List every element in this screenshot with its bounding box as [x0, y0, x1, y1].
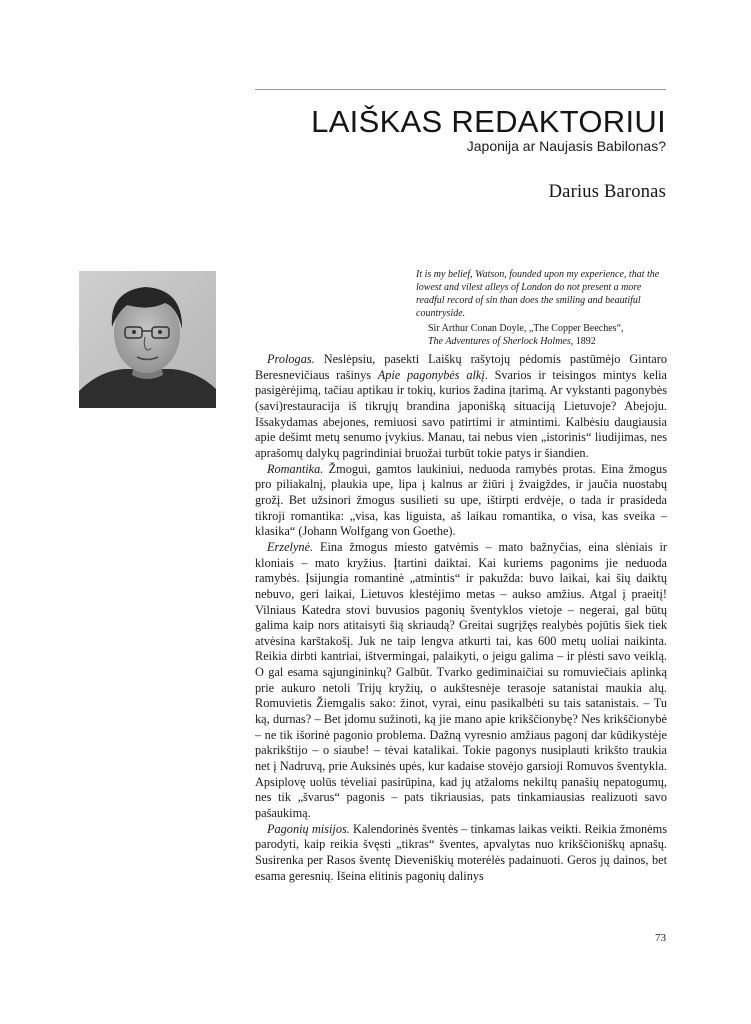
- epigraph-source: [428, 322, 668, 348]
- author-portrait-photo: [79, 271, 216, 408]
- header-rule: [255, 89, 666, 90]
- article-body: [255, 352, 667, 884]
- paragraph-lead: Pagonių misijos.: [267, 821, 350, 836]
- paragraph-lead: Erzelynė.: [267, 539, 314, 554]
- paragraph-erzelyne: [255, 540, 667, 822]
- author-name: Darius Baronas: [548, 182, 666, 202]
- cited-title: Apie pagonybės alkį: [377, 367, 485, 382]
- article-title: LAIŠKAS REDAKTORIUI: [311, 104, 666, 139]
- epigraph-source-year: , 1892: [570, 336, 596, 347]
- paragraph-text: Kalendorinės šventės – tinkamas laikas veikti. Reikia žmonėms parodyti, kaip reikia švęsti „tikras“ šventes, apvalytas nuo krikščioniškų apnašų. Susirenka per Rasos šventę Dieveniškių moterėlės padainuoti. Geros jų dainos, bet esama geresnių. Išeina elitinis pagonių dalinys: [255, 821, 667, 883]
- paragraph-pagoniu-misijos: [255, 822, 667, 885]
- paragraph-text: Neslėpsiu, pasekti Laiškų rašytojų pėdomis pastūmėjo Gintaro Beresnevičiaus rašinys: [255, 352, 667, 382]
- page-number: 73: [655, 932, 666, 944]
- paragraph-prologas: [255, 352, 667, 462]
- article-subtitle: Japonija ar Naujasis Babilonas?: [466, 138, 666, 154]
- epigraph-quote: It is my belief, Watson, founded upon my experience, that the lowest and vilest alleys of London do not present a more readful record of sin than does the smiling and beautiful countryside.: [416, 269, 660, 319]
- paragraph-lead: Prologas.: [267, 352, 315, 366]
- paragraph-text: . Svarios ir teisingos mintys kelia pasigėrėjimą, tačiau aptikau ir tokių, kurios žadina įtarimą. Ar vykstanti pagonybės (savi)restauracija iš tikrųjų brandina japonišką situaciją Lietuvoje? Abejoju. Išsakydamas abejones, remiuosi savo patirtimi ir atmintimi. Kalbėsiu daugiausia apie dešimt metų senumo įvykius. Manau, tai nebus vien „istorinis“ liudijimas, nes aprašomų dalykų pagrindiniai bruožai turbūt tokie patys ir šiandien.: [255, 367, 667, 460]
- epigraph: [416, 268, 668, 348]
- epigraph-source-book: The Adventures of Sherlock Holmes: [428, 336, 571, 347]
- paragraph-text: Žmogui, gamtos laukiniui, neduoda ramybės protas. Eina žmogus pro piliakalnį, plaukia upe, lipa į kalnus ar žiūri į žvaigždes, ir jaučia nuostabų grožį. Bet užsinori žmogus susilieti su upe, ištirpti erdvėje, o tada ir prasideda tikroji romantika: „visa, kas liguista, aš laikau romantika, o visa, kas sveika – klasika“ (Johann Wolfgang von Goethe).: [255, 461, 667, 539]
- epigraph-source-author: Sir Arthur Conan Doyle, „The Copper Beeches“,: [428, 323, 624, 334]
- paragraph-romantika: [255, 462, 667, 540]
- paragraph-lead: Romantika.: [267, 461, 324, 476]
- paragraph-text: Eina žmogus miesto gatvėmis – mato bažnyčias, eina slėniais ir kloniais – mato kryžius. Įtartini daiktai. Kai kuriems pagonims jie neduoda ramybės. Įsijungia romantinė „atmintis“ ir pakužda: buvo laikai, kai šių daiktų nebuvo, geri laikai, Lietuvos klestėjimo metas – aukso amžius. Atgal į praeitį! Vilniaus Katedra stovi buvusios pagonių šventyklos vietoje – negerai, gal būtų galima kaip nors atitaisyti šią skriaudą? Greitai sugrįžęs realybės pojūtis šiek tiek atvėsina karštakošį. Juk ne taip lengva atkurti tai, kas 600 metų uoliai naikinta. Reikia dirbti kantriai, ištvermingai, palaikyti, o jeigu galima – ir plėsti savo veiklą. O gal esama sąjungininkų? Galbūt. Tvarko gediminaičiai su romuviečiais aplinką prie aukuro netoli Trijų kryžių, o aukštesnėje terasoje satanistai maukia alų. Romuvietis Žiemgalis sako: žinot, vyrai, einu pasikalbėti su tais satanistais. – Tu ką, durnas? – Bet įdomu sužinoti, ką jie mano apie krikščionybę? Nes krikščionybė – ne tik išorinė pagonio problema. Dažną vyresnio amžiaus pagonį dar kūdikystėje pakrikštijo – o siaube! – tėvai katalikai. Tokie pagonys nusiplauti krikšto traukia net į Nadruvą, prie Auksinės upės, kur kadaise stovėjo garsioji Romuvos šventykla. Apsiplovę uolūs tėveliai pasirūpina, kad jų atžaloms nekiltų panašių nepatogumų, nes tik „švarus“ pagonis – pats tikriausias, pats tinkamiausias realizuoti savo pašaukimą.: [255, 539, 667, 821]
